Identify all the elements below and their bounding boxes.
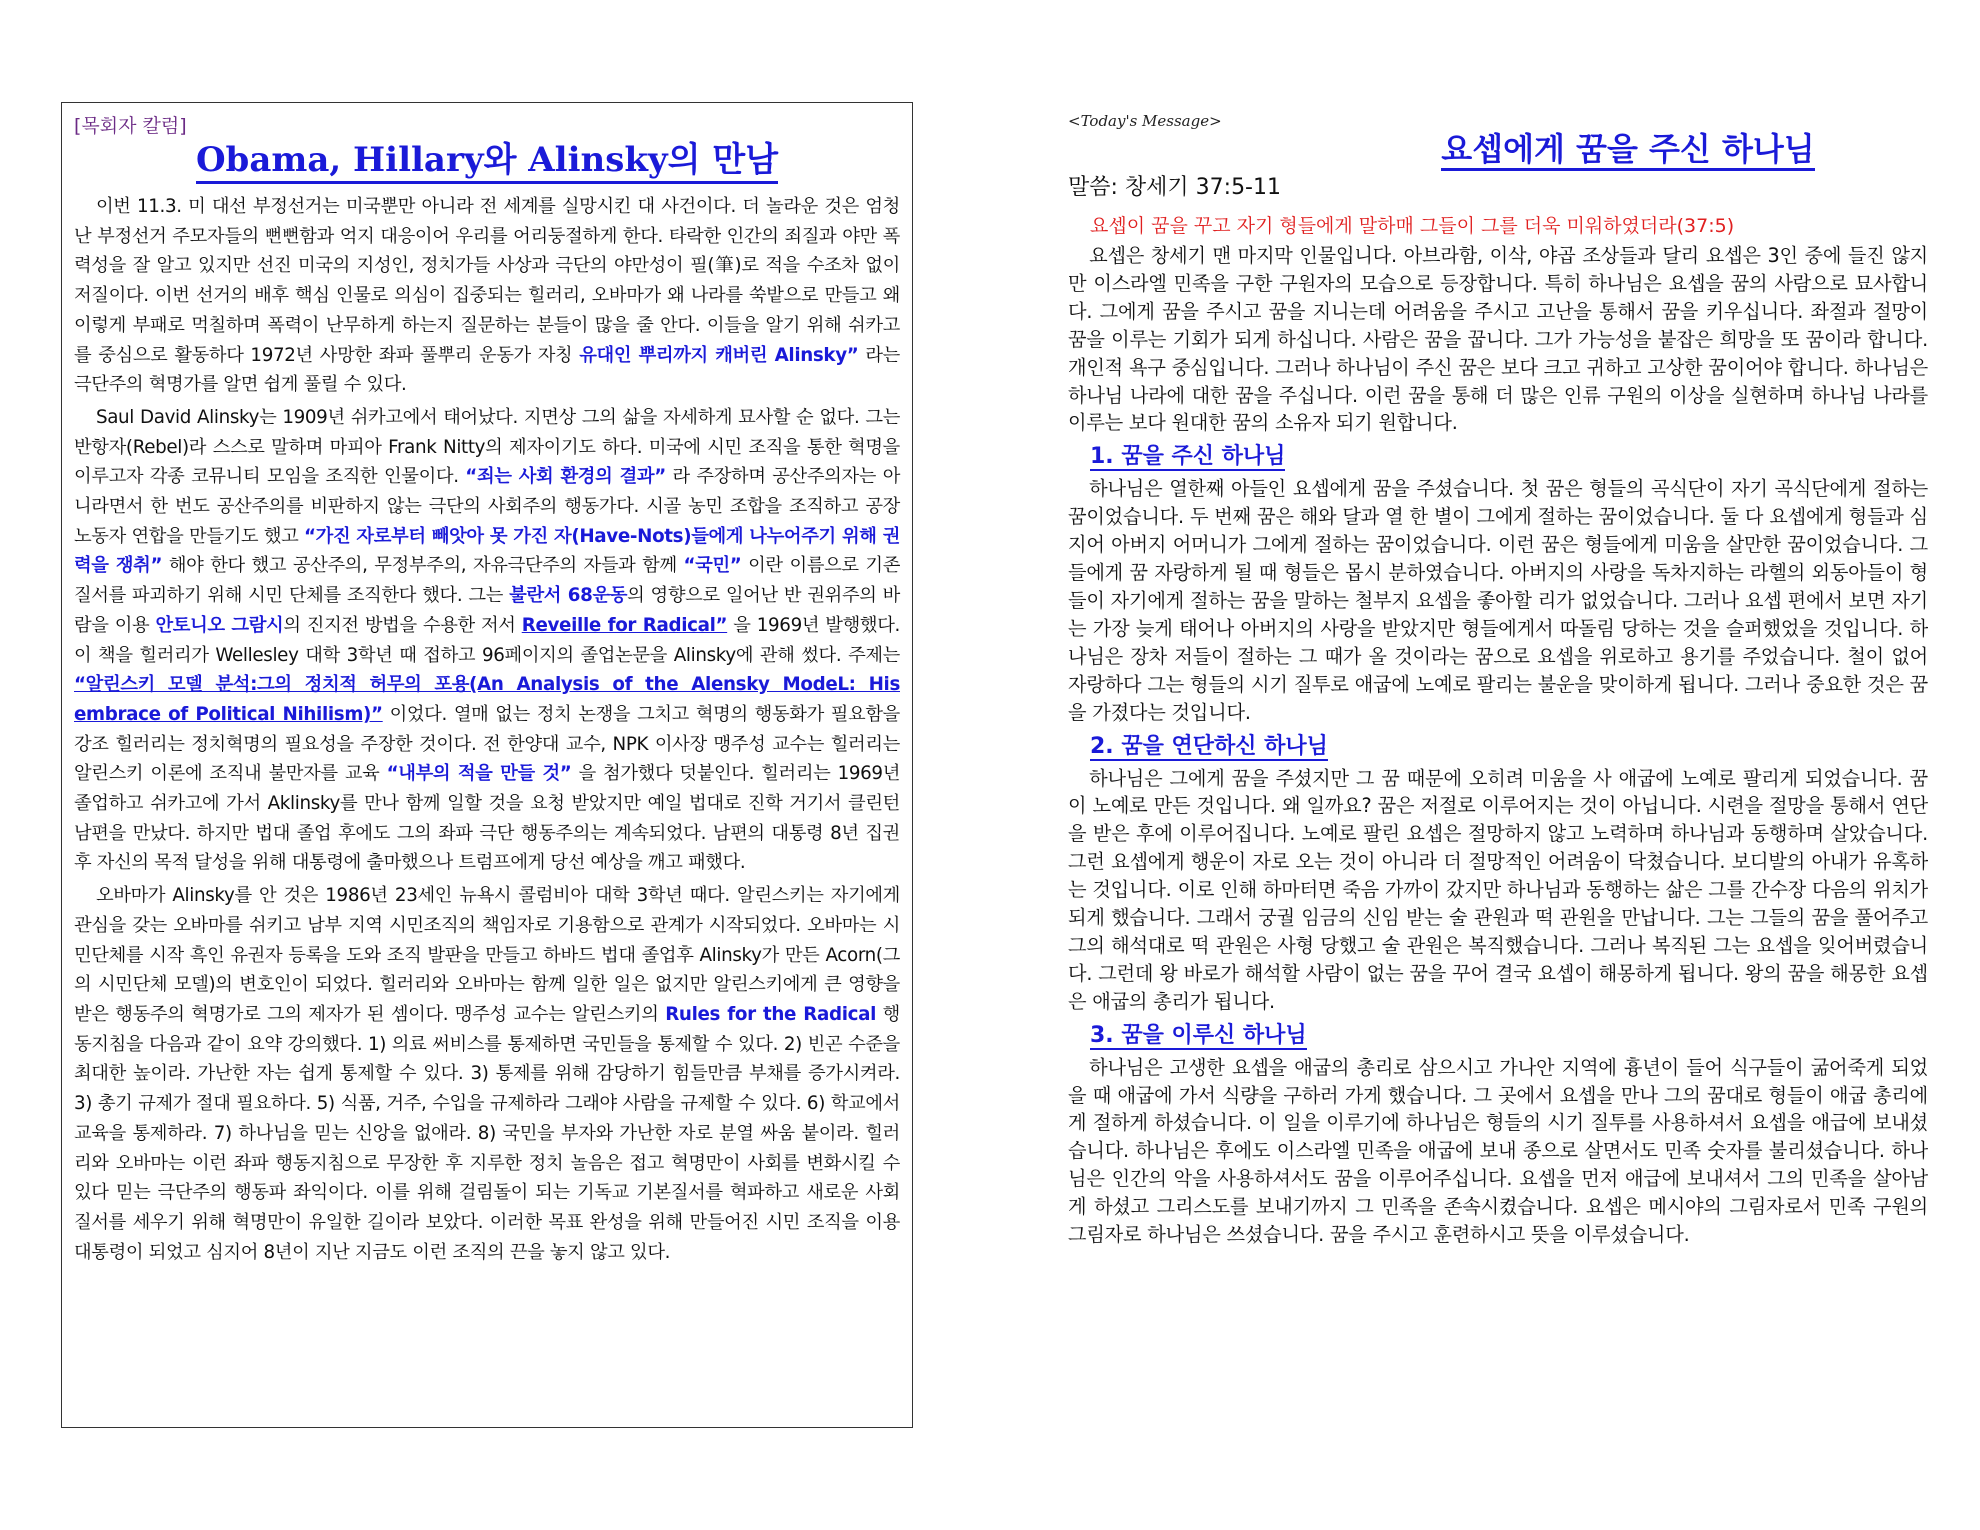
column-title [74,140,900,180]
emphasis-text: “알린스키 모델 분석:그의 정치적 허무의 포용(An Analysis of the Alensky ModeL: His embrace of Political Nihilism)” [74,674,900,725]
body-text: 을 첨가했다 덧붙인다. 힐러리는 1969년 졸업하고 쉬카고에 가서 Aklinsky를 만나 함께 일할 것을 요청 받았지만 예일 법대로 진학 거기서 클린턴 남편을 만났다. 하지만 법대 졸업 후에도 그의 좌파 극단 행동주의는 계속되었다. 남편의 대통령 8년 집권 후 자신의 목적 달성을 위해 대통령에 출마했으나 트럼프에게 당선 예상을 깨고 패했다. [74,763,901,874]
todays-message [1068,112,1928,1432]
body-text: 오바마가 Alinsky를 안 것은 1986년 23세인 뉴욕시 콜럼비아 대학 3학년 때다. 알린스키는 자기에게 관심을 갖는 오바마를 쉬키고 남부 지역 시민조직의 책임자로 기용함으로 관계가 시작되었다. 오바마는 시민단체를 시작 흑인 유권자 등록을 도와 조직 발판을 만들고 하바드 법대 졸업후 Alinsky가 만든 Acorn(그의 시민단체 모델)의 변호인이 되었다. 힐러리와 오바마는 함께 일한 일은 없지만 알린스키에게 큰 영향을 받은 행동주의 혁명가로 그의 제자가 된 셈이다. 맹주성 교수는 알린스키의 [74,885,900,1025]
body-text: Saul David Alinsky는 1909년 쉬카고에서 태어났다. 지면상 그의 삶을 자세하게 묘사할 순 없다. 그는 반항자(Rebel)라 스스로 말하며 마피아 Frank Nitty의 제자이기도 하다. 미국에 시민 조직을 통한 혁명을 이루고자 각종 코뮤니티 모임을 조직한 인물이다. [74,406,900,488]
section-body-1: 하나님은 열한째 아들인 요셉에게 꿈을 주셨습니다. 첫 꿈은 형들의 곡식단이 자기 곡식단에게 절하는 꿈이었습니다. 두 번째 꿈은 해와 달과 열 한 별이 그에게 절하는 꿈이었습니다. 둘 다 요셉에게 형들과 심지어 아버지 어머니가 그에게 절하는 꿈이었습니다. 이런 꿈은 형들에게 미움을 살만한 꿈이었습니다. 그들에게 꿈 자랑하게 될 때 형들은 몹시 분하였습니다. 아버지의 사랑을 독차지하는 라헬의 외동아들이 형들이 자기에게 절하는 꿈을 말하는 철부지 요셉을 좋아할 리가 없었습니다. 그러나 요셉 편에서 보면 자기는 가장 늦게 태어나 아버지의 사랑을 받았지만 형들에게서 따돌림 당하는 것을 슬퍼했었을 것입니다. 하나님은 장차 저들이 절하는 그 때가 올 것이라는 꿈으로 요셉을 위로하고 용기를 주었습니다. 철이 없어 자랑하다 그는 형들의 시기 질투로 애굽에 노예로 팔리는 불운을 맞이하게 됩니다. 그러나 중요한 것은 꿈을 가졌다는 것입니다. [1068,477,1928,724]
emphasis-text: 유대인 뿌리까지 캐버린 Alinsky” [579,344,859,366]
emphasis-text: “내부의 적을 만들 것” [386,763,572,785]
body-text: 을 1969년 발행했다. 이 책을 힐러리가 Wellesley 대학 3학년 때 접하고 96페이지의 졸업논문을 Alinsky에 관해 썼다. 주제는 [74,614,900,666]
section-heading-3 [1090,1020,1928,1052]
emphasis-text: “국민” [683,555,742,577]
column-paragraph-2 [74,403,900,878]
body-text: 이번 11.3. 미 대선 부정선거는 미국뿐만 아니라 전 세계를 실망시킨 대 사건이다. 더 놀라운 것은 엄청난 부정선거 주모자들의 뻔뻔함과 억지 대응이어 우리를 어리둥절하게 한다. 타락한 인간의 죄질과 야만 폭력성을 잘 알고 있지만 선진 미국의 지성인, 정치가들 사상과 극단의 야만성이 필(筆)로 적을 수조차 없이 저질이다. 이번 선거의 배후 핵심 인물로 의심이 집중되는 힐러리, 오바마가 왜 나라를 쑥밭으로 만들고 왜 이렇게 부패로 먹칠하며 폭력이 난무하게 하는지 질문하는 분들이 많을 줄 안다. 이들을 알기 위해 쉬카고를 중심으로 활동하다 1972년 사망한 좌파 풀뿌리 운동가 자칭 [74,196,900,366]
sermon-intro: 요셉은 창세기 맨 마지막 인물입니다. 아브라함, 이삭, 야곱 조상들과 달리 요셉은 3인 중에 들진 않지만 이스라엘 민족을 구한 구원자의 모습으로 등장합니다. 특히 하나님은 요셉을 꿈의 사람으로 묘사합니다. 그에게 꿈을 주시고 꿈을 지니는데 어려움을 주시고 고난을 통해서 꿈을 키우십니다. 좌절과 절망이 꿈을 이루는 기회가 되게 하십니다. 사람은 꿈을 꿉니다. 그가 가능성을 붙잡은 희망을 또 꿈이라 합니다. 개인적 욕구 중심입니다. 그러나 하나님이 주신 꿈은 보다 크고 귀하고 고상한 꿈이어야 합니다. 하나님은 하나님 나라에 대한 꿈을 주십니다. 이런 꿈을 통해 더 많은 인류 구원의 이상을 실현하며 하나님 나라를 이루는 보다 원대한 꿈의 소유자 되기 원합니다. [1068,244,1928,435]
body-text: 이었다. 열매 없는 정치 논쟁을 그치고 혁명의 행동화가 필요함을 강조 힐러리는 정치혁명의 필요성을 주장한 것이다. 전 한양대 교수, NPK 이사장 맹주성 교수는 힐러리는 알린스키 이론에 조직내 불만자를 교육 [74,703,900,785]
body-text: 이란 이름으로 기존 질서를 파괴하기 위해 시민 단체를 조직한다 했다. 그는 [74,555,901,607]
emphasis-text: 불란서 68운동 [509,585,628,607]
body-text: 라 주장하며 공산주의자는 아니라면서 한 번도 공산주의를 비판하지 않는 극단의 사회주의 행동가다. 시골 농민 조합을 조직하고 공장 노동자 연합을 만들기도 했고 [74,466,901,547]
sermon-title [1068,126,1928,172]
emphasis-text: Rules for the Radical [665,1003,877,1025]
section-heading-1-text: 1. 꿈을 주신 하나님 [1090,444,1286,470]
key-verse: 요셉이 꿈을 꾸고 자기 형들에게 말하매 그들이 그를 더욱 미워하였더라(37:5) [1090,215,1735,237]
column-label: [목회자 칼럼] [74,115,187,137]
body-text: 의 영향으로 일어난 반 권위주의 바람을 이용 [74,585,900,636]
body-text: 의 진지전 방법을 수용한 저서 [283,614,522,636]
pastor-column [61,102,913,1428]
scripture-reference: 말씀: 창세기 37:5-11 [1068,175,1281,200]
column-paragraph-1 [74,192,900,400]
section-body-3: 하나님은 고생한 요셉을 애굽의 총리로 삼으시고 가나안 지역에 흉년이 들어 식구들이 굶어죽게 되었을 때 애굽에 가서 식량을 구하러 가게 했습니다. 그 곳에서 요셉을 만나 그의 꿈대로 형들이 애굽 총리에게 절하게 하셨습니다. 이 일을 이루기에 하나님은 형들의 시기 질투를 사용하셔서 요셉을 애급에 보내셨습니다. 하나님은 후에도 이스라엘 민족을 애굽에 보내 종으로 살면서도 민족 숫자를 불리셨습니다. 하나님은 인간의 악을 사용하셔서도 꿈을 이루어주십니다. 요셉을 먼저 애급에 보내셔서 그의 민족을 살아남게 하셨고 그리스도를 보내기까지 그 민족을 존속시켰습니다. 요셉은 메시야의 그림자로서 민족 구원의 그림자로 하나님은 쓰셨습니다. 꿈을 주시고 훈련하시고 뜻을 이루셨습니다. [1068,1055,1928,1247]
section-heading-2-text: 2. 꿈을 연단하신 하나님 [1090,733,1328,759]
body-text: 행동지침을 다음과 같이 요약 강의했다. 1) 의료 써비스를 통제하면 국민들을 통제할 수 있다. 2) 빈곤 수준을 최대한 높이라. 가난한 자는 쉽게 통제할 수 있다. 3) 통제를 위해 감당하기 힘들만큼 부채를 증가시켜라. 3) 총기 규제가 절대 필요하다. 5) 식품, 거주, 수입을 규제하라 그래야 사람을 규제할 수 있다. 6) 학교에서 교육을 통제하라. 7) 하나님을 믿는 신앙을 없애라. 8) 국민을 부자와 가난한 자로 분열 싸움 붙이라. 힐러리와 오바마는 이런 좌파 행동지침으로 무장한 후 지루한 정치 놀음은 접고 혁명만이 사회를 변화시킬 수 있다 믿는 극단주의 행동파 좌익이다. 이를 위해 걸림돌이 되는 기독교 기본질서를 혁파하고 새로운 사회 질서를 세우기 위해 혁명만이 유일한 길이라 보았다. 이러한 목표 완성을 위해 만들어진 시민 조직을 이용 대통령이 되었고 심지어 8년이 지난 지금도 이런 조직의 끈을 놓지 않고 있다. [74,1003,900,1263]
emphasis-text: 안토니오 그람시 [155,614,284,636]
body-text: 해야 한다 했고 공산주의, 무정부주의, 자유극단주의 자들과 함께 [162,555,684,577]
column-paragraph-3 [74,881,900,1267]
message-label: <Today's Message> [1068,112,1222,130]
sermon-title-text: 요셉에게 꿈을 주신 하나님 [1441,130,1814,171]
emphasis-text: Reveille for Radical” [521,614,728,636]
emphasis-text: “가진 자로부터 빼앗아 못 가진 자(Have-Nots)들에게 나누어주기 위해 권력을 쟁취” [74,525,901,577]
section-heading-2 [1090,731,1928,763]
emphasis-text: “죄는 사회 환경의 결과” [465,466,666,488]
column-title-text: Obama, Hillary와 Alinsky의 만남 [196,140,778,184]
section-body-2: 하나님은 그에게 꿈을 주셨지만 그 꿈 때문에 오히려 미움을 사 애굽에 노예로 팔리게 되었습니다. 꿈이 노예로 만든 것입니다. 왜 일까요? 꿈은 저절로 이루어지는 것이 아닙니다. 시련을 절망을 통해서 연단을 받은 후에 이루어집니다. 노예로 팔린 요셉은 절망하지 않고 노력하며 하나님과 동행하며 살았습니다. 그런 요셉에게 행운이 자로 오는 것이 아니라 더 절망적인 어려움이 닥쳤습니다. 보디발의 아내가 유혹하는 것입니다. 이로 인해 하마터면 죽음 가까이 갔지만 하나님과 동행하는 삶은 그를 간수장 다음의 위치가 되게 했습니다. 그래서 궁궐 임금의 신임 받는 술 관원과 떡 관원을 만납니다. 그는 그들의 꿈을 풀어주고 그의 해석대로 떡 관원은 사형 당했고 술 관원은 복직했습니다. 그러나 복직된 그는 요셉을 잊어버렸습니다. 그런데 왕 바로가 해석할 사람이 없는 꿈을 꾸어 결국 요셉이 해몽하게 됩니다. 왕의 꿈을 해몽한 요셉은 애굽의 총리가 됩니다. [1068,766,1928,1013]
section-heading-3-text: 3. 꿈을 이루신 하나님 [1090,1022,1307,1048]
body-text: 라는 극단주의 혁명가를 알면 쉽게 풀릴 수 있다. [74,344,900,396]
section-heading-1 [1090,441,1928,473]
